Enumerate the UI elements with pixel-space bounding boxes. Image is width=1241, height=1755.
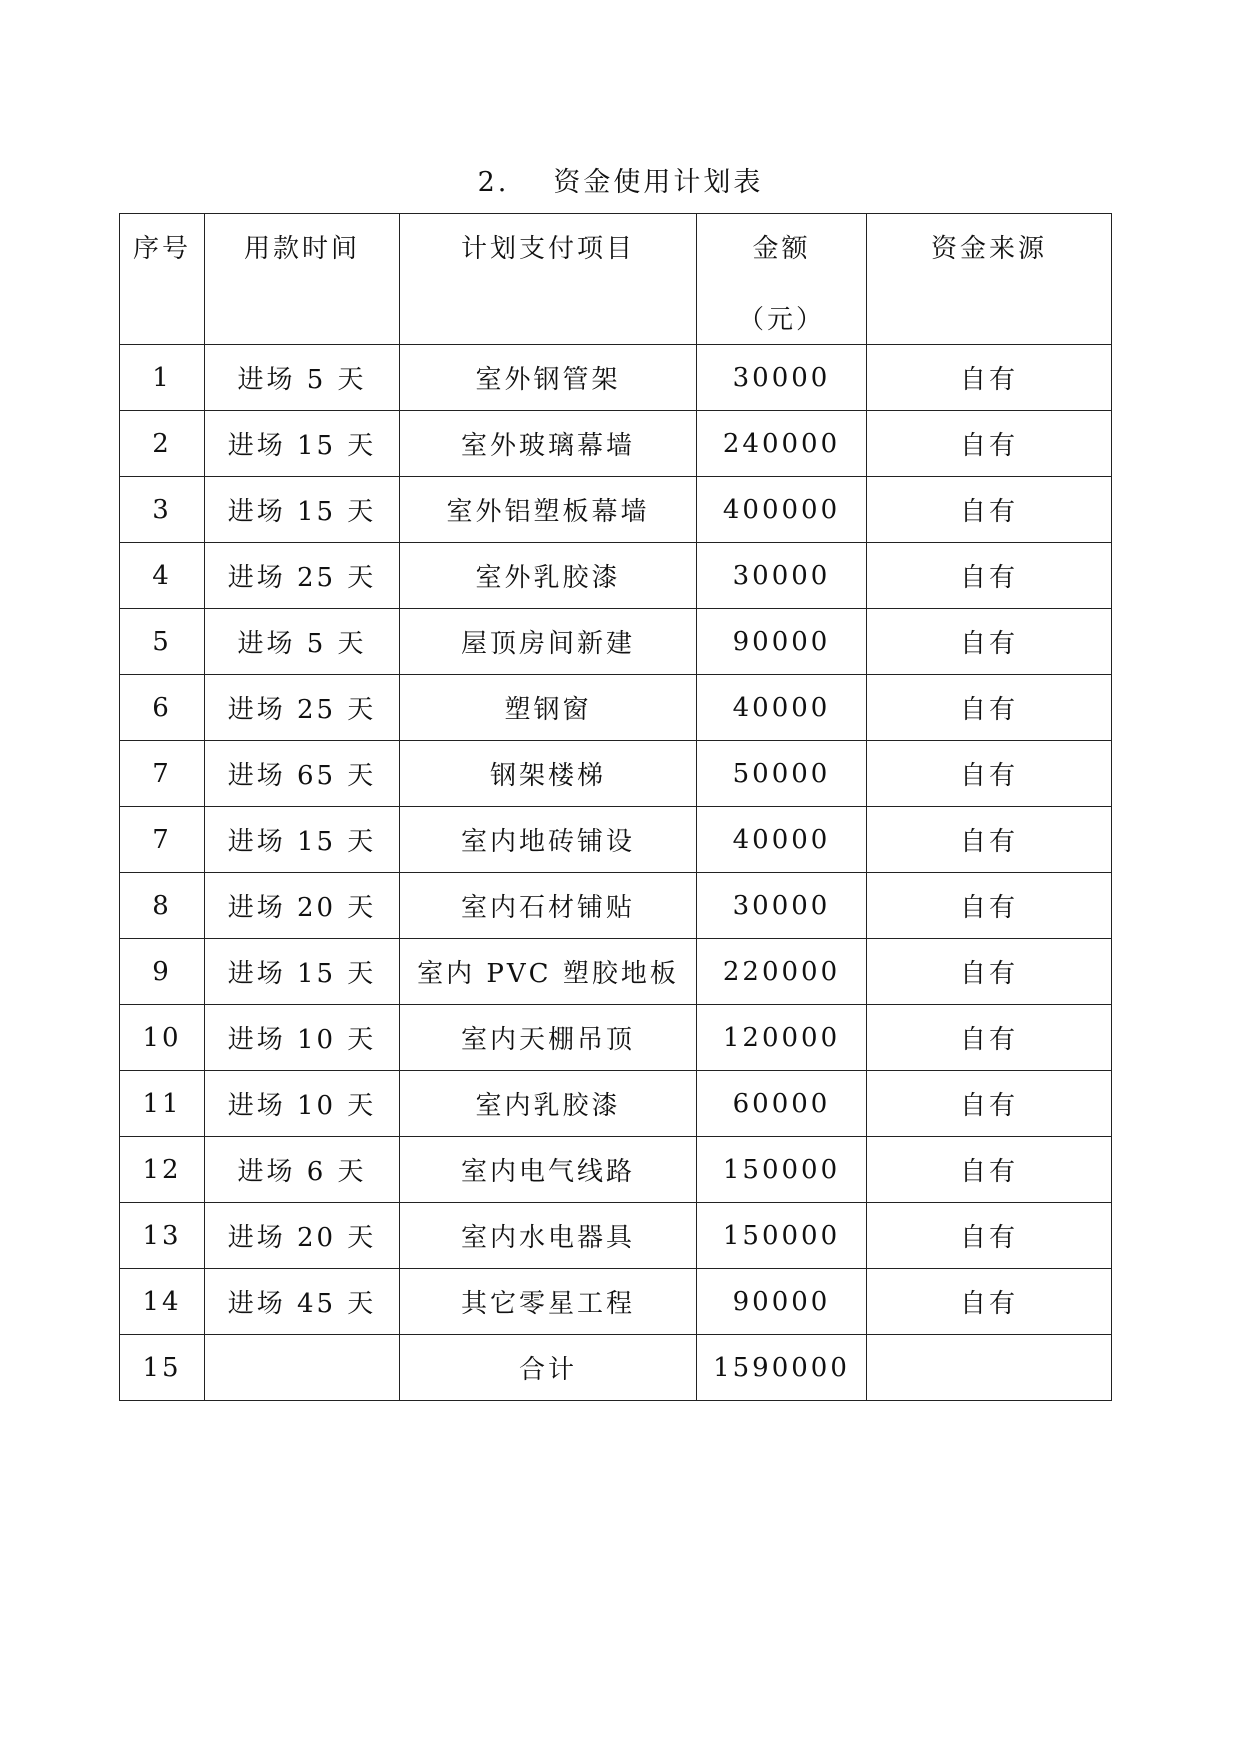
cell-amount: 90000	[697, 609, 867, 675]
cell-source: 自有	[867, 1203, 1112, 1269]
cell-time: 进场 15 天	[205, 807, 400, 873]
table-row	[120, 675, 1112, 741]
table-row	[120, 1335, 1112, 1401]
header-item: 计划支付项目	[400, 214, 697, 345]
header-source: 资金来源	[867, 214, 1112, 345]
cell-time: 进场 10 天	[205, 1071, 400, 1137]
cell-item: 屋顶房间新建	[400, 609, 697, 675]
cell-amount: 220000	[697, 939, 867, 1005]
cell-seq: 1	[120, 345, 205, 411]
title-number: 2.	[477, 167, 510, 198]
cell-seq: 13	[120, 1203, 205, 1269]
cell-amount: 240000	[697, 411, 867, 477]
cell-seq: 6	[120, 675, 205, 741]
cell-seq: 8	[120, 873, 205, 939]
cell-amount: 150000	[697, 1203, 867, 1269]
cell-seq: 14	[120, 1269, 205, 1335]
cell-time: 进场 65 天	[205, 741, 400, 807]
cell-amount: 30000	[697, 543, 867, 609]
cell-time: 进场 10 天	[205, 1005, 400, 1071]
cell-time: 进场 20 天	[205, 873, 400, 939]
cell-amount: 150000	[697, 1137, 867, 1203]
cell-item: 室内电气线路	[400, 1137, 697, 1203]
cell-source: 自有	[867, 873, 1112, 939]
cell-source: 自有	[867, 477, 1112, 543]
cell-amount: 1590000	[697, 1335, 867, 1401]
cell-time: 进场 25 天	[205, 543, 400, 609]
cell-source: 自有	[867, 1005, 1112, 1071]
cell-amount: 400000	[697, 477, 867, 543]
cell-time: 进场 20 天	[205, 1203, 400, 1269]
cell-amount: 40000	[697, 675, 867, 741]
cell-seq: 15	[120, 1335, 205, 1401]
cell-source	[867, 1335, 1112, 1401]
cell-item: 室内地砖铺设	[400, 807, 697, 873]
title-text: 资金使用计划表	[553, 167, 764, 198]
cell-item: 室内水电器具	[400, 1203, 697, 1269]
cell-source: 自有	[867, 411, 1112, 477]
cell-time: 进场 15 天	[205, 477, 400, 543]
cell-item: 钢架楼梯	[400, 741, 697, 807]
cell-source: 自有	[867, 675, 1112, 741]
document-title	[0, 160, 1241, 199]
cell-item: 室外玻璃幕墙	[400, 411, 697, 477]
cell-seq: 3	[120, 477, 205, 543]
table-row	[120, 873, 1112, 939]
table-row	[120, 1005, 1112, 1071]
cell-item: 其它零星工程	[400, 1269, 697, 1335]
cell-item: 室内石材铺贴	[400, 873, 697, 939]
fund-plan-table	[119, 213, 1112, 1401]
table-row	[120, 477, 1112, 543]
cell-source: 自有	[867, 1071, 1112, 1137]
table-row	[120, 609, 1112, 675]
cell-item: 合计	[400, 1335, 697, 1401]
cell-source: 自有	[867, 609, 1112, 675]
cell-item: 塑钢窗	[400, 675, 697, 741]
header-time: 用款时间	[205, 214, 400, 345]
cell-item: 室内天棚吊顶	[400, 1005, 697, 1071]
cell-source: 自有	[867, 741, 1112, 807]
cell-item: 室内 PVC 塑胶地板	[400, 939, 697, 1005]
cell-source: 自有	[867, 1137, 1112, 1203]
cell-source: 自有	[867, 345, 1112, 411]
table-row	[120, 741, 1112, 807]
header-amount: 金额 （元）	[697, 214, 867, 345]
cell-time: 进场 5 天	[205, 345, 400, 411]
table-row	[120, 1071, 1112, 1137]
cell-source: 自有	[867, 939, 1112, 1005]
table-row	[120, 411, 1112, 477]
cell-time: 进场 15 天	[205, 939, 400, 1005]
cell-amount: 120000	[697, 1005, 867, 1071]
cell-time: 进场 6 天	[205, 1137, 400, 1203]
cell-seq: 2	[120, 411, 205, 477]
cell-amount: 90000	[697, 1269, 867, 1335]
table-row	[120, 345, 1112, 411]
header-row	[120, 214, 1112, 345]
cell-item: 室外乳胶漆	[400, 543, 697, 609]
cell-item: 室外钢管架	[400, 345, 697, 411]
cell-time: 进场 45 天	[205, 1269, 400, 1335]
cell-amount: 50000	[697, 741, 867, 807]
table-row	[120, 939, 1112, 1005]
cell-item: 室内乳胶漆	[400, 1071, 697, 1137]
cell-amount: 60000	[697, 1071, 867, 1137]
table-row	[120, 543, 1112, 609]
cell-seq: 10	[120, 1005, 205, 1071]
cell-time	[205, 1335, 400, 1401]
table-row	[120, 1137, 1112, 1203]
cell-amount: 30000	[697, 345, 867, 411]
cell-item: 室外铝塑板幕墙	[400, 477, 697, 543]
table-row	[120, 1203, 1112, 1269]
header-seq: 序号	[120, 214, 205, 345]
cell-time: 进场 25 天	[205, 675, 400, 741]
cell-seq: 9	[120, 939, 205, 1005]
cell-amount: 40000	[697, 807, 867, 873]
cell-time: 进场 15 天	[205, 411, 400, 477]
table-row	[120, 807, 1112, 873]
cell-seq: 12	[120, 1137, 205, 1203]
table-row	[120, 1269, 1112, 1335]
cell-source: 自有	[867, 543, 1112, 609]
cell-time: 进场 5 天	[205, 609, 400, 675]
cell-amount: 30000	[697, 873, 867, 939]
cell-seq: 7	[120, 741, 205, 807]
cell-seq: 11	[120, 1071, 205, 1137]
cell-seq: 5	[120, 609, 205, 675]
cell-seq: 4	[120, 543, 205, 609]
cell-source: 自有	[867, 1269, 1112, 1335]
cell-seq: 7	[120, 807, 205, 873]
cell-source: 自有	[867, 807, 1112, 873]
